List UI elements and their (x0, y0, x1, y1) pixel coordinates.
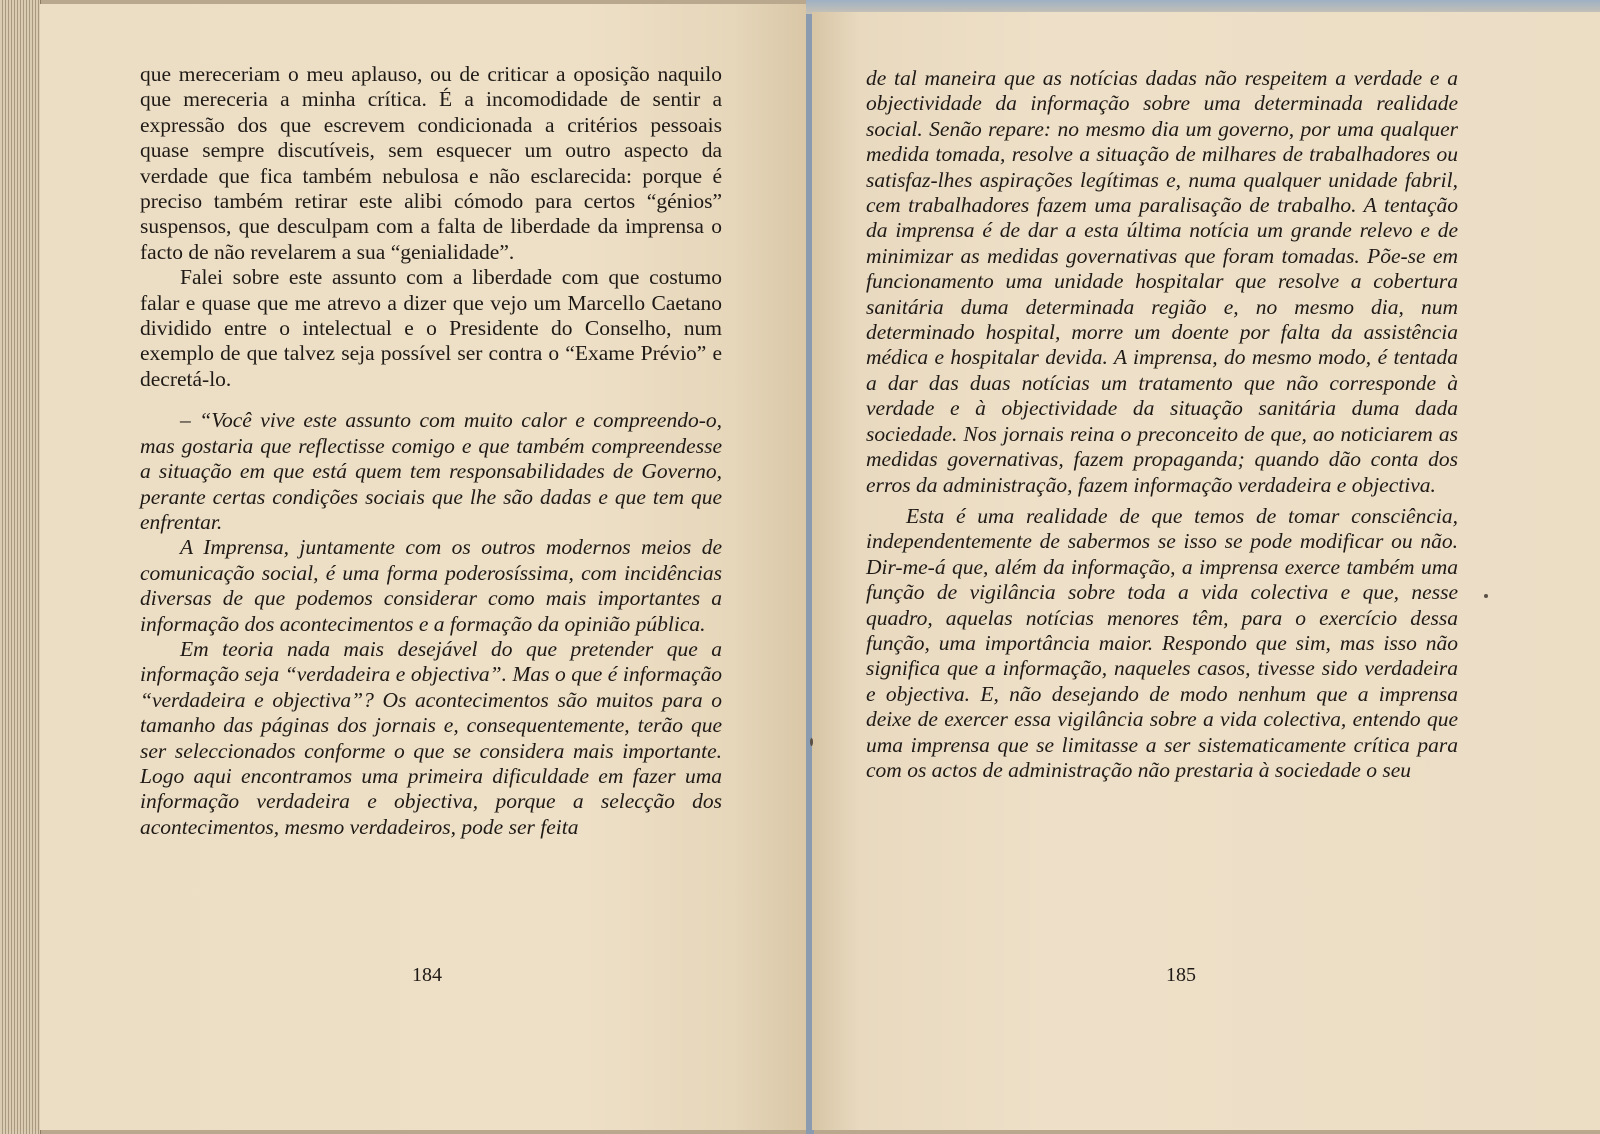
quote-paragraph: Em teoria nada mais desejável do que pretender que a informação seja “verdadeira e objectiva”. Mas o que é informação “verdadeira e objectiva”? Os acontecimentos são muitos para o tamanho das páginas dos jornais e, consequentemente, terão que ser seleccionados conforme o que se considera mais importante. Logo aqui encontramos uma primeira dificuldade em fazer uma informação verdadeira e objectiva, porque a selecção dos acontecimentos, mesmo verdadeiros, pode ser feita (140, 636, 722, 839)
page-edges (0, 0, 41, 1134)
page-number-left: 184 (412, 964, 442, 986)
speck (810, 738, 813, 746)
page-number-right: 185 (1166, 964, 1196, 986)
quote-paragraph: de tal maneira que as notícias dadas não respeitem a verdade e a objectividade da informação sobre uma determinada realidade social. Senão repare: no mesmo dia um governo, por uma qualquer medida tomada, resolve a situação de milhares de trabalhadores ou satisfaz-lhes aspirações legítimas e, numa qualquer unidade fabril, cem trabalhadores fazem uma paralisação de trabalho. A tentação da imprensa é de dar a esta última notícia um grande relevo e de minimizar as medidas governativas que foram tomadas. Põe-se em funcionamento uma unidade hospitalar que resolve a cobertura sanitária duma determinada região e, no mesmo dia, num determinado hospital, morre um doente por falta da assistência médica e hospitalar devida. A imprensa, do mesmo modo, é tentada a dar das duas notícias um tratamento que não corresponde à verdade e à objectividade da situação sanitária duma dada sociedade. Nos jornais reina o preconceito de que, ao noticiarem as medidas governativas, fazem propaganda; quando dão conta dos erros da administração, fazem informação verdadeira e objectiva. (866, 66, 1458, 497)
speck (1484, 594, 1488, 598)
quote-paragraph: – “Você vive este assunto com muito calor e compreendo-o, mas gostaria que reflectisse comigo e que também compreendesse a situação em que está quem tem responsabilidades de Governo, perante certas condições sociais que lhe são dadas e que tem que enfrentar. (140, 408, 722, 534)
paragraph: que mereceriam o meu aplauso, ou de criticar a oposição naquilo que mereceria a minha crítica. É a incomodidade de sentir a expressão dos que escrevem condicionada a critérios pessoais quase sempre discutíveis, sem esquecer um outro aspecto da verdade que fica também nebulosa e não esclarecida: porque é preciso também retirar este alibi cómodo para certos “génios” suspensos, que desculpam com a falta de liberdade da imprensa o facto de não revelarem a sua “genialidade”. (140, 62, 722, 264)
quote-paragraph: Esta é uma realidade de que temos de tomar consciência, independentemente de sabermos se isso se pode modificar ou não. Dir-me-á que, além da informação, a imprensa exerce também uma função de vigilância sobre toda a vida colectiva e que, nesse quadro, aquelas notícias menores têm, para o exercício dessa função, uma importância maior. Respondo que sim, mas isso não significa que a informação, naqueles casos, tivesse sido verdadeira e objectiva. E, não desejando de modo nenhum que a imprensa deixe de exercer essa vigilância sobre a vida colectiva, entendo que uma imprensa que se limitasse a ser sistematicamente crítica para com os actos de administração não prestaria à sociedade o seu (866, 503, 1458, 782)
left-page-text (140, 62, 722, 840)
right-page-text (866, 66, 1458, 783)
paragraph: Falei sobre este assunto com a liberdade com que costumo falar e quase que me atrevo a dizer que vejo um Marcello Caetano dividido entre o intelectual e o Presidente do Conselho, num exemplo de que talvez seja possível ser contra o “Exame Prévio” e decretá-lo. (140, 265, 722, 391)
quote-paragraph: A Imprensa, juntamente com os outros modernos meios de comunicação social, é uma forma poderosíssima, com incidências diversas de que podemos considerar como mais importantes a informação dos acontecimentos e a formação da opinião pública. (140, 535, 722, 636)
